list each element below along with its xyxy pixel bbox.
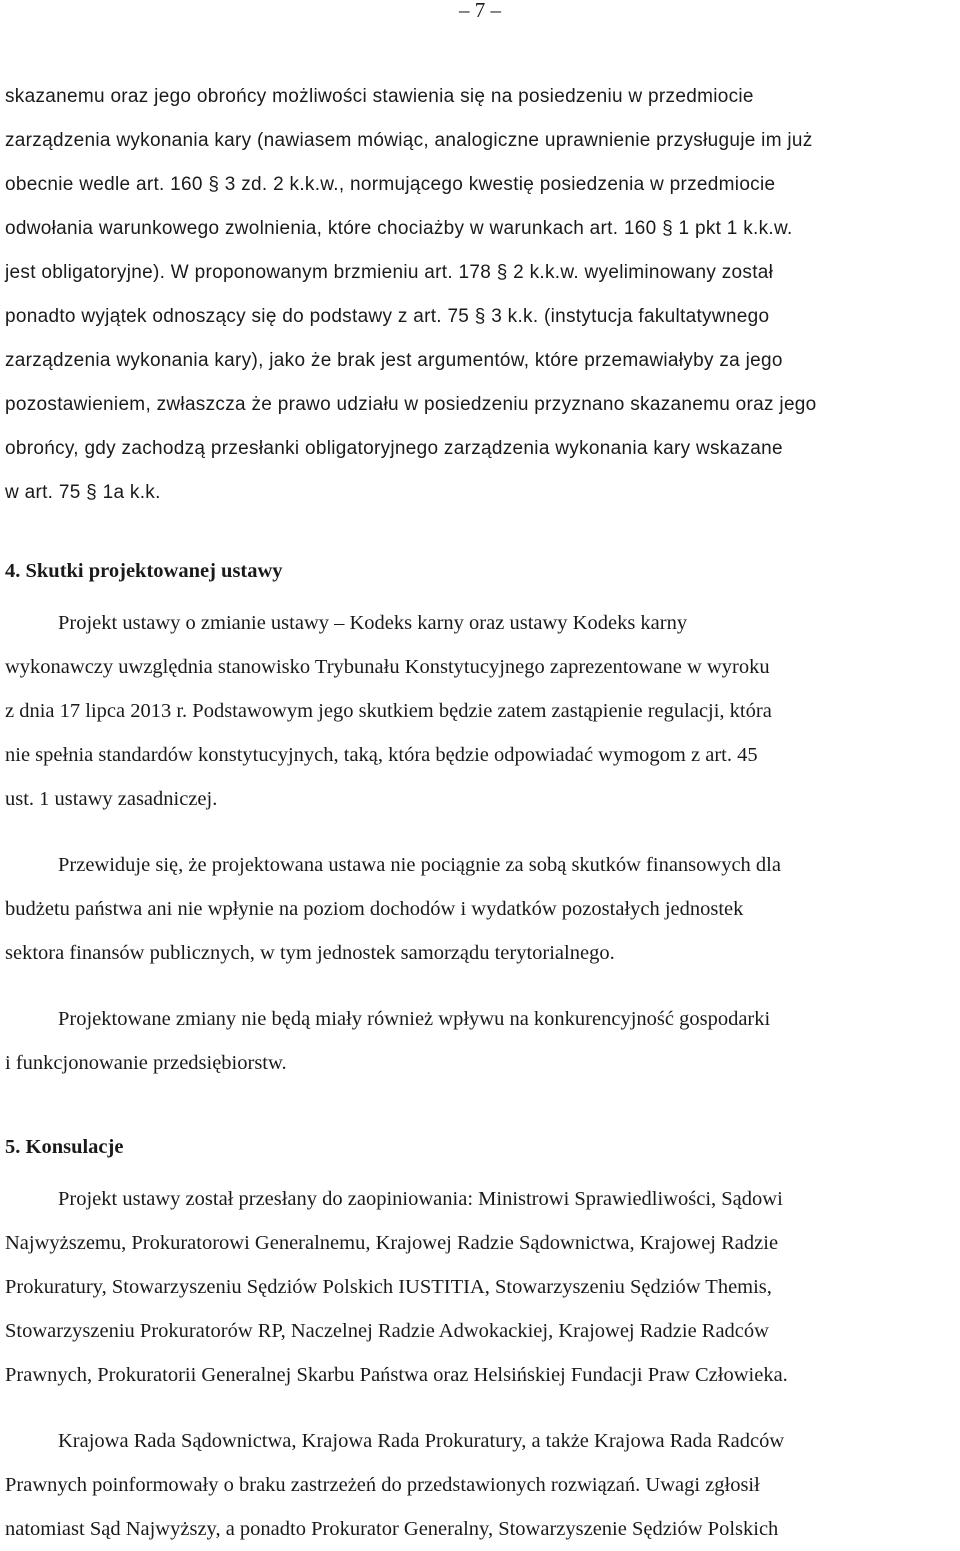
text-line: natomiast Sąd Najwyższy, a ponadto Prokurator Generalny, Stowarzyszenie Sędziów Polskich: [5, 1518, 779, 1540]
section-heading: 4. Skutki projektowanej ustawy: [5, 560, 283, 582]
text-line: Projektowane zmiany nie będą miały również wpływu na konkurencyjność gospodarki: [58, 1008, 771, 1030]
text-line: ust. 1 ustawy zasadniczej.: [5, 788, 218, 810]
text-line: budżetu państwa ani nie wpłynie na poziom dochodów i wydatków pozostałych jednostek: [5, 898, 744, 920]
text-line: i funkcjonowanie przedsiębiorstw.: [5, 1052, 287, 1074]
text-line: nie spełnia standardów konstytucyjnych, taką, która będzie odpowiadać wymogom z art. 45: [5, 744, 758, 766]
page-number: – 7 –: [459, 0, 501, 22]
text-line: Prawnych poinformowały o braku zastrzeżeń do przedstawionych rozwiązań. Uwagi zgłosił: [5, 1474, 760, 1496]
text-line: Przewiduje się, że projektowana ustawa nie pociągnie za sobą skutków finansowych dla: [58, 854, 781, 876]
paragraph-consultations-2: [5, 1419, 955, 1551]
text-line: z dnia 17 lipca 2013 r. Podstawowym jego skutkiem będzie zatem zastąpienie regulacji, która: [5, 700, 772, 722]
paragraph-effects-3: [5, 997, 955, 1085]
text-line: Stowarzyszeniu Prokuratorów RP, Naczelnej Radzie Adwokackiej, Krajowej Radzie Radców: [5, 1320, 769, 1342]
text-line: Najwyższemu, Prokuratorowi Generalnemu, Krajowej Radzie Sądownictwa, Krajowej Radzie: [5, 1232, 779, 1254]
section-4: [5, 549, 955, 593]
text-line: Projekt ustawy o zmianie ustawy – Kodeks karny oraz ustawy Kodeks karny: [58, 612, 688, 634]
text-line: Krajowa Rada Sądownictwa, Krajowa Rada Prokuratury, a także Krajowa Rada Radców: [58, 1430, 785, 1452]
section-heading: 5. Konsulacje: [5, 1136, 124, 1158]
text-line: odwołania warunkowego zwolnienia, które chociażby w warunkach art. 160 § 1 pkt 1 k.k.w.: [5, 218, 793, 239]
paragraph-effects-1: [5, 601, 955, 821]
paragraph-continuation: [5, 75, 955, 515]
text-line: Projekt ustawy został przesłany do zaopiniowania: Ministrowi Sprawiedliwości, Sądowi: [58, 1188, 783, 1210]
paragraph-consultations-1: [5, 1177, 955, 1397]
text-line: wykonawczy uwzględnia stanowisko Trybunału Konstytucyjnego zaprezentowane w wyroku: [5, 656, 770, 678]
text-line: Prokuratury, Stowarzyszeniu Sędziów Polskich IUSTITIA, Stowarzyszeniu Sędziów Themis,: [5, 1276, 772, 1298]
text-line: obrońcy, gdy zachodzą przesłanki obligatoryjnego zarządzenia wykonania kary wskazane: [5, 438, 783, 459]
text-line: skazanemu oraz jego obrońcy możliwości stawienia się na posiedzeniu w przedmiocie: [5, 86, 754, 107]
text-line: w art. 75 § 1a k.k.: [5, 482, 161, 503]
text-line: Prawnych, Prokuratorii Generalnej Skarbu Państwa oraz Helsińskiej Fundacji Praw Człowieka.: [5, 1364, 788, 1386]
paragraph-effects-2: [5, 843, 955, 975]
text-line: pozostawieniem, zwłaszcza że prawo udziału w posiedzeniu przyznano skazanemu oraz jego: [5, 394, 817, 415]
document-body: [5, 75, 955, 1551]
section-5: [5, 1125, 955, 1169]
text-line: obecnie wedle art. 160 § 3 zd. 2 k.k.w., normującego kwestię posiedzenia w przedmiocie: [5, 174, 776, 195]
text-line: ponadto wyjątek odnoszący się do podstawy z art. 75 § 3 k.k. (instytucja fakultatywnego: [5, 306, 770, 327]
text-line: sektora finansów publicznych, w tym jednostek samorządu terytorialnego.: [5, 942, 615, 964]
text-line: zarządzenia wykonania kary (nawiasem mówiąc, analogiczne uprawnienie przysługuje im już: [5, 130, 813, 151]
text-line: zarządzenia wykonania kary), jako że brak jest argumentów, które przemawiałyby za jego: [5, 350, 783, 371]
text-line: jest obligatoryjne). W proponowanym brzmieniu art. 178 § 2 k.k.w. wyeliminowany został: [5, 262, 774, 283]
